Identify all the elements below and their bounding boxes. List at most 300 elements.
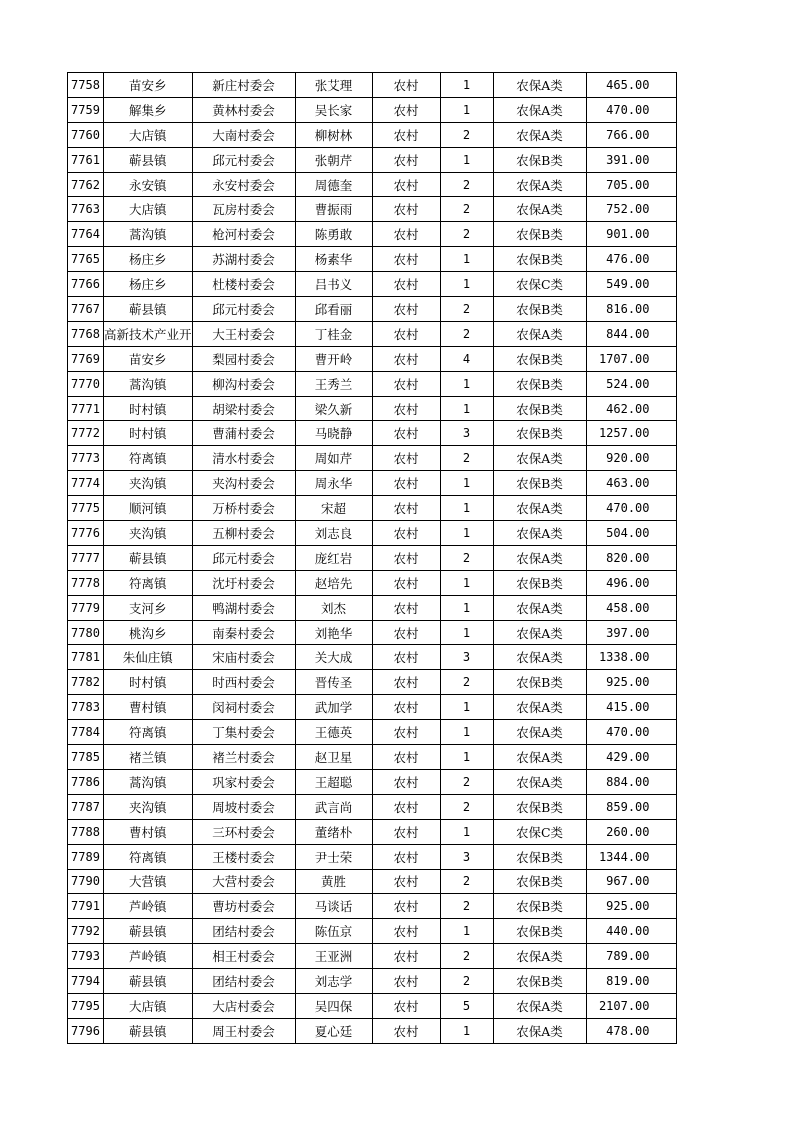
table-row bbox=[68, 222, 677, 247]
name-cell: 王亚洲 bbox=[295, 944, 372, 969]
village-committee-cell: 褚兰村委会 bbox=[192, 745, 295, 770]
amount-cell: 789.00 bbox=[586, 944, 676, 969]
table-row bbox=[68, 446, 677, 471]
table-row bbox=[68, 97, 677, 122]
town-cell: 夹沟镇 bbox=[104, 794, 193, 819]
table-row bbox=[68, 794, 677, 819]
insurance-category-cell: 农保B类 bbox=[493, 894, 586, 919]
household-count-cell: 1 bbox=[440, 396, 493, 421]
insurance-category-cell: 农保A类 bbox=[493, 197, 586, 222]
name-cell: 吴四保 bbox=[295, 993, 372, 1018]
table-row bbox=[68, 844, 677, 869]
row-number-cell: 7791 bbox=[68, 894, 104, 919]
village-committee-cell: 周王村委会 bbox=[192, 1018, 295, 1043]
amount-cell: 524.00 bbox=[586, 371, 676, 396]
name-cell: 庞红岩 bbox=[295, 545, 372, 570]
name-cell: 曹振雨 bbox=[295, 197, 372, 222]
name-cell: 尹士荣 bbox=[295, 844, 372, 869]
name-cell: 宋超 bbox=[295, 496, 372, 521]
name-cell: 刘杰 bbox=[295, 595, 372, 620]
area-type-cell: 农村 bbox=[372, 247, 440, 272]
table-row bbox=[68, 321, 677, 346]
household-count-cell: 2 bbox=[440, 769, 493, 794]
row-number-cell: 7765 bbox=[68, 247, 104, 272]
amount-cell: 844.00 bbox=[586, 321, 676, 346]
town-cell: 时村镇 bbox=[104, 670, 193, 695]
area-type-cell: 农村 bbox=[372, 993, 440, 1018]
insurance-category-cell: 农保A类 bbox=[493, 496, 586, 521]
row-number-cell: 7761 bbox=[68, 147, 104, 172]
insurance-category-cell: 农保A类 bbox=[493, 122, 586, 147]
table-row bbox=[68, 197, 677, 222]
insurance-category-cell: 农保B类 bbox=[493, 147, 586, 172]
insurance-category-cell: 农保B类 bbox=[493, 570, 586, 595]
area-type-cell: 农村 bbox=[372, 297, 440, 322]
table-row bbox=[68, 620, 677, 645]
row-number-cell: 7781 bbox=[68, 645, 104, 670]
row-number-cell: 7770 bbox=[68, 371, 104, 396]
town-cell: 杨庄乡 bbox=[104, 272, 193, 297]
name-cell: 马晓静 bbox=[295, 421, 372, 446]
row-number-cell: 7762 bbox=[68, 172, 104, 197]
area-type-cell: 农村 bbox=[372, 421, 440, 446]
town-cell: 蕲县镇 bbox=[104, 969, 193, 994]
town-cell: 蕲县镇 bbox=[104, 297, 193, 322]
row-number-cell: 7779 bbox=[68, 595, 104, 620]
village-committee-cell: 周坡村委会 bbox=[192, 794, 295, 819]
amount-cell: 752.00 bbox=[586, 197, 676, 222]
village-committee-cell: 曹蒲村委会 bbox=[192, 421, 295, 446]
household-count-cell: 2 bbox=[440, 670, 493, 695]
household-count-cell: 4 bbox=[440, 346, 493, 371]
row-number-cell: 7792 bbox=[68, 919, 104, 944]
household-count-cell: 2 bbox=[440, 222, 493, 247]
table-row bbox=[68, 944, 677, 969]
table-row bbox=[68, 396, 677, 421]
village-committee-cell: 苏湖村委会 bbox=[192, 247, 295, 272]
town-cell: 芦岭镇 bbox=[104, 944, 193, 969]
insurance-category-cell: 农保B类 bbox=[493, 471, 586, 496]
insurance-category-cell: 农保A类 bbox=[493, 521, 586, 546]
table-row bbox=[68, 172, 677, 197]
amount-cell: 397.00 bbox=[586, 620, 676, 645]
name-cell: 周如芹 bbox=[295, 446, 372, 471]
household-count-cell: 1 bbox=[440, 247, 493, 272]
amount-cell: 925.00 bbox=[586, 894, 676, 919]
insurance-category-cell: 农保A类 bbox=[493, 1018, 586, 1043]
household-count-cell: 1 bbox=[440, 371, 493, 396]
village-committee-cell: 柳沟村委会 bbox=[192, 371, 295, 396]
table-row bbox=[68, 247, 677, 272]
amount-cell: 1344.00 bbox=[586, 844, 676, 869]
area-type-cell: 农村 bbox=[372, 645, 440, 670]
household-count-cell: 2 bbox=[440, 894, 493, 919]
amount-cell: 260.00 bbox=[586, 819, 676, 844]
household-count-cell: 2 bbox=[440, 321, 493, 346]
area-type-cell: 农村 bbox=[372, 944, 440, 969]
village-committee-cell: 相王村委会 bbox=[192, 944, 295, 969]
name-cell: 武加学 bbox=[295, 695, 372, 720]
village-committee-cell: 永安村委会 bbox=[192, 172, 295, 197]
household-count-cell: 1 bbox=[440, 620, 493, 645]
village-committee-cell: 大王村委会 bbox=[192, 321, 295, 346]
table-row bbox=[68, 819, 677, 844]
town-cell: 符离镇 bbox=[104, 570, 193, 595]
row-number-cell: 7783 bbox=[68, 695, 104, 720]
amount-cell: 458.00 bbox=[586, 595, 676, 620]
amount-cell: 819.00 bbox=[586, 969, 676, 994]
table-row bbox=[68, 272, 677, 297]
household-count-cell: 1 bbox=[440, 521, 493, 546]
row-number-cell: 7769 bbox=[68, 346, 104, 371]
row-number-cell: 7786 bbox=[68, 769, 104, 794]
table-row bbox=[68, 496, 677, 521]
town-cell: 高新技术产业开 bbox=[104, 321, 193, 346]
row-number-cell: 7794 bbox=[68, 969, 104, 994]
amount-cell: 440.00 bbox=[586, 919, 676, 944]
village-committee-cell: 瓦房村委会 bbox=[192, 197, 295, 222]
area-type-cell: 农村 bbox=[372, 471, 440, 496]
town-cell: 永安镇 bbox=[104, 172, 193, 197]
table-row bbox=[68, 695, 677, 720]
household-count-cell: 1 bbox=[440, 570, 493, 595]
insurance-category-cell: 农保A类 bbox=[493, 321, 586, 346]
village-committee-cell: 梨园村委会 bbox=[192, 346, 295, 371]
table-row bbox=[68, 521, 677, 546]
area-type-cell: 农村 bbox=[372, 222, 440, 247]
insurance-category-cell: 农保A类 bbox=[493, 944, 586, 969]
town-cell: 曹村镇 bbox=[104, 819, 193, 844]
table-row bbox=[68, 297, 677, 322]
name-cell: 刘志良 bbox=[295, 521, 372, 546]
village-committee-cell: 胡梁村委会 bbox=[192, 396, 295, 421]
town-cell: 大店镇 bbox=[104, 122, 193, 147]
row-number-cell: 7768 bbox=[68, 321, 104, 346]
insurance-category-cell: 农保A类 bbox=[493, 73, 586, 98]
town-cell: 蒿沟镇 bbox=[104, 222, 193, 247]
area-type-cell: 农村 bbox=[372, 272, 440, 297]
name-cell: 武言尚 bbox=[295, 794, 372, 819]
area-type-cell: 农村 bbox=[372, 147, 440, 172]
area-type-cell: 农村 bbox=[372, 446, 440, 471]
insurance-category-cell: 农保A类 bbox=[493, 595, 586, 620]
row-number-cell: 7764 bbox=[68, 222, 104, 247]
area-type-cell: 农村 bbox=[372, 172, 440, 197]
town-cell: 夹沟镇 bbox=[104, 471, 193, 496]
area-type-cell: 农村 bbox=[372, 819, 440, 844]
village-committee-cell: 沈圩村委会 bbox=[192, 570, 295, 595]
insurance-category-cell: 农保A类 bbox=[493, 720, 586, 745]
name-cell: 柳树林 bbox=[295, 122, 372, 147]
name-cell: 张艾理 bbox=[295, 73, 372, 98]
town-cell: 杨庄乡 bbox=[104, 247, 193, 272]
row-number-cell: 7784 bbox=[68, 720, 104, 745]
row-number-cell: 7788 bbox=[68, 819, 104, 844]
area-type-cell: 农村 bbox=[372, 396, 440, 421]
amount-cell: 1707.00 bbox=[586, 346, 676, 371]
area-type-cell: 农村 bbox=[372, 545, 440, 570]
village-committee-cell: 王楼村委会 bbox=[192, 844, 295, 869]
name-cell: 丁桂金 bbox=[295, 321, 372, 346]
household-count-cell: 3 bbox=[440, 844, 493, 869]
village-committee-cell: 枪河村委会 bbox=[192, 222, 295, 247]
household-count-cell: 1 bbox=[440, 471, 493, 496]
village-committee-cell: 丁集村委会 bbox=[192, 720, 295, 745]
insurance-category-cell: 农保A类 bbox=[493, 446, 586, 471]
table-row bbox=[68, 471, 677, 496]
table-row bbox=[68, 894, 677, 919]
row-number-cell: 7758 bbox=[68, 73, 104, 98]
name-cell: 张朝芹 bbox=[295, 147, 372, 172]
household-count-cell: 1 bbox=[440, 695, 493, 720]
area-type-cell: 农村 bbox=[372, 745, 440, 770]
row-number-cell: 7795 bbox=[68, 993, 104, 1018]
household-count-cell: 2 bbox=[440, 197, 493, 222]
household-count-cell: 1 bbox=[440, 147, 493, 172]
household-count-cell: 1 bbox=[440, 745, 493, 770]
amount-cell: 429.00 bbox=[586, 745, 676, 770]
town-cell: 桃沟乡 bbox=[104, 620, 193, 645]
row-number-cell: 7760 bbox=[68, 122, 104, 147]
table-row bbox=[68, 122, 677, 147]
insurance-category-cell: 农保A类 bbox=[493, 545, 586, 570]
town-cell: 大店镇 bbox=[104, 197, 193, 222]
insurance-category-cell: 农保B类 bbox=[493, 396, 586, 421]
row-number-cell: 7780 bbox=[68, 620, 104, 645]
area-type-cell: 农村 bbox=[372, 521, 440, 546]
area-type-cell: 农村 bbox=[372, 570, 440, 595]
town-cell: 蕲县镇 bbox=[104, 1018, 193, 1043]
row-number-cell: 7793 bbox=[68, 944, 104, 969]
amount-cell: 478.00 bbox=[586, 1018, 676, 1043]
area-type-cell: 农村 bbox=[372, 620, 440, 645]
name-cell: 周永华 bbox=[295, 471, 372, 496]
insurance-category-cell: 农保B类 bbox=[493, 247, 586, 272]
town-cell: 时村镇 bbox=[104, 396, 193, 421]
town-cell: 符离镇 bbox=[104, 446, 193, 471]
name-cell: 董绪朴 bbox=[295, 819, 372, 844]
row-number-cell: 7767 bbox=[68, 297, 104, 322]
name-cell: 刘艳华 bbox=[295, 620, 372, 645]
amount-cell: 496.00 bbox=[586, 570, 676, 595]
amount-cell: 476.00 bbox=[586, 247, 676, 272]
insurance-category-cell: 农保A类 bbox=[493, 172, 586, 197]
amount-cell: 884.00 bbox=[586, 769, 676, 794]
table-row bbox=[68, 545, 677, 570]
area-type-cell: 农村 bbox=[372, 73, 440, 98]
village-committee-cell: 团结村委会 bbox=[192, 919, 295, 944]
insurance-category-cell: 农保A类 bbox=[493, 645, 586, 670]
insurance-category-cell: 农保B类 bbox=[493, 969, 586, 994]
insurance-category-cell: 农保B类 bbox=[493, 919, 586, 944]
amount-cell: 1338.00 bbox=[586, 645, 676, 670]
area-type-cell: 农村 bbox=[372, 122, 440, 147]
town-cell: 符离镇 bbox=[104, 844, 193, 869]
insurance-category-cell: 农保B类 bbox=[493, 844, 586, 869]
name-cell: 赵培先 bbox=[295, 570, 372, 595]
village-committee-cell: 邱元村委会 bbox=[192, 147, 295, 172]
amount-cell: 462.00 bbox=[586, 396, 676, 421]
amount-cell: 470.00 bbox=[586, 496, 676, 521]
village-committee-cell: 邱元村委会 bbox=[192, 545, 295, 570]
village-committee-cell: 夹沟村委会 bbox=[192, 471, 295, 496]
row-number-cell: 7771 bbox=[68, 396, 104, 421]
amount-cell: 920.00 bbox=[586, 446, 676, 471]
town-cell: 支河乡 bbox=[104, 595, 193, 620]
amount-cell: 465.00 bbox=[586, 73, 676, 98]
amount-cell: 504.00 bbox=[586, 521, 676, 546]
row-number-cell: 7776 bbox=[68, 521, 104, 546]
town-cell: 蒿沟镇 bbox=[104, 769, 193, 794]
household-count-cell: 2 bbox=[440, 969, 493, 994]
table-row bbox=[68, 869, 677, 894]
amount-cell: 816.00 bbox=[586, 297, 676, 322]
insurance-category-cell: 农保B类 bbox=[493, 794, 586, 819]
village-committee-cell: 宋庙村委会 bbox=[192, 645, 295, 670]
household-count-cell: 2 bbox=[440, 794, 493, 819]
area-type-cell: 农村 bbox=[372, 97, 440, 122]
insurance-category-cell: 农保B类 bbox=[493, 297, 586, 322]
row-number-cell: 7782 bbox=[68, 670, 104, 695]
village-committee-cell: 黄林村委会 bbox=[192, 97, 295, 122]
row-number-cell: 7774 bbox=[68, 471, 104, 496]
area-type-cell: 农村 bbox=[372, 894, 440, 919]
name-cell: 邱看丽 bbox=[295, 297, 372, 322]
table-row bbox=[68, 371, 677, 396]
row-number-cell: 7775 bbox=[68, 496, 104, 521]
village-committee-cell: 闵祠村委会 bbox=[192, 695, 295, 720]
town-cell: 时村镇 bbox=[104, 421, 193, 446]
amount-cell: 470.00 bbox=[586, 720, 676, 745]
town-cell: 苗安乡 bbox=[104, 346, 193, 371]
village-committee-cell: 邱元村委会 bbox=[192, 297, 295, 322]
amount-cell: 766.00 bbox=[586, 122, 676, 147]
household-count-cell: 2 bbox=[440, 944, 493, 969]
village-committee-cell: 大南村委会 bbox=[192, 122, 295, 147]
household-count-cell: 2 bbox=[440, 122, 493, 147]
area-type-cell: 农村 bbox=[372, 844, 440, 869]
amount-cell: 820.00 bbox=[586, 545, 676, 570]
insurance-category-cell: 农保A类 bbox=[493, 695, 586, 720]
name-cell: 马谈话 bbox=[295, 894, 372, 919]
name-cell: 周德奎 bbox=[295, 172, 372, 197]
village-committee-cell: 大营村委会 bbox=[192, 869, 295, 894]
table-row bbox=[68, 421, 677, 446]
household-count-cell: 1 bbox=[440, 496, 493, 521]
household-count-cell: 1 bbox=[440, 73, 493, 98]
insurance-category-cell: 农保A类 bbox=[493, 993, 586, 1018]
area-type-cell: 农村 bbox=[372, 595, 440, 620]
insurance-category-cell: 农保A类 bbox=[493, 97, 586, 122]
name-cell: 黄胜 bbox=[295, 869, 372, 894]
area-type-cell: 农村 bbox=[372, 371, 440, 396]
table-row bbox=[68, 993, 677, 1018]
insurance-category-cell: 农保B类 bbox=[493, 222, 586, 247]
name-cell: 夏心廷 bbox=[295, 1018, 372, 1043]
town-cell: 蒿沟镇 bbox=[104, 371, 193, 396]
row-number-cell: 7796 bbox=[68, 1018, 104, 1043]
village-committee-cell: 曹坊村委会 bbox=[192, 894, 295, 919]
table-row bbox=[68, 147, 677, 172]
row-number-cell: 7773 bbox=[68, 446, 104, 471]
town-cell: 曹村镇 bbox=[104, 695, 193, 720]
table-row bbox=[68, 570, 677, 595]
name-cell: 吴长家 bbox=[295, 97, 372, 122]
amount-cell: 470.00 bbox=[586, 97, 676, 122]
row-number-cell: 7790 bbox=[68, 869, 104, 894]
records-table-body bbox=[68, 73, 677, 1044]
household-count-cell: 1 bbox=[440, 819, 493, 844]
town-cell: 蕲县镇 bbox=[104, 147, 193, 172]
area-type-cell: 农村 bbox=[372, 794, 440, 819]
village-committee-cell: 五柳村委会 bbox=[192, 521, 295, 546]
insurance-category-cell: 农保B类 bbox=[493, 371, 586, 396]
amount-cell: 549.00 bbox=[586, 272, 676, 297]
town-cell: 苗安乡 bbox=[104, 73, 193, 98]
row-number-cell: 7766 bbox=[68, 272, 104, 297]
household-count-cell: 2 bbox=[440, 172, 493, 197]
table-row bbox=[68, 346, 677, 371]
insurance-category-cell: 农保B类 bbox=[493, 670, 586, 695]
table-row bbox=[68, 73, 677, 98]
household-count-cell: 2 bbox=[440, 869, 493, 894]
table-row bbox=[68, 595, 677, 620]
amount-cell: 925.00 bbox=[586, 670, 676, 695]
household-count-cell: 2 bbox=[440, 446, 493, 471]
row-number-cell: 7787 bbox=[68, 794, 104, 819]
table-row bbox=[68, 769, 677, 794]
row-number-cell: 7777 bbox=[68, 545, 104, 570]
area-type-cell: 农村 bbox=[372, 919, 440, 944]
town-cell: 符离镇 bbox=[104, 720, 193, 745]
insurance-category-cell: 农保C类 bbox=[493, 819, 586, 844]
town-cell: 朱仙庄镇 bbox=[104, 645, 193, 670]
household-count-cell: 1 bbox=[440, 97, 493, 122]
row-number-cell: 7778 bbox=[68, 570, 104, 595]
household-count-cell: 2 bbox=[440, 297, 493, 322]
area-type-cell: 农村 bbox=[372, 197, 440, 222]
row-number-cell: 7772 bbox=[68, 421, 104, 446]
area-type-cell: 农村 bbox=[372, 321, 440, 346]
area-type-cell: 农村 bbox=[372, 496, 440, 521]
table-row bbox=[68, 645, 677, 670]
table-row bbox=[68, 969, 677, 994]
village-committee-cell: 鸭湖村委会 bbox=[192, 595, 295, 620]
household-count-cell: 1 bbox=[440, 720, 493, 745]
row-number-cell: 7763 bbox=[68, 197, 104, 222]
table-row bbox=[68, 670, 677, 695]
amount-cell: 463.00 bbox=[586, 471, 676, 496]
name-cell: 刘志学 bbox=[295, 969, 372, 994]
town-cell: 大店镇 bbox=[104, 993, 193, 1018]
name-cell: 王超聪 bbox=[295, 769, 372, 794]
town-cell: 褚兰镇 bbox=[104, 745, 193, 770]
amount-cell: 1257.00 bbox=[586, 421, 676, 446]
town-cell: 夹沟镇 bbox=[104, 521, 193, 546]
household-count-cell: 1 bbox=[440, 595, 493, 620]
household-count-cell: 3 bbox=[440, 645, 493, 670]
name-cell: 吕书义 bbox=[295, 272, 372, 297]
insurance-category-cell: 农保B类 bbox=[493, 346, 586, 371]
insurance-category-cell: 农保A类 bbox=[493, 620, 586, 645]
name-cell: 王德英 bbox=[295, 720, 372, 745]
household-count-cell: 2 bbox=[440, 545, 493, 570]
area-type-cell: 农村 bbox=[372, 695, 440, 720]
village-committee-cell: 杜楼村委会 bbox=[192, 272, 295, 297]
village-committee-cell: 团结村委会 bbox=[192, 969, 295, 994]
name-cell: 陈勇敢 bbox=[295, 222, 372, 247]
village-committee-cell: 清水村委会 bbox=[192, 446, 295, 471]
